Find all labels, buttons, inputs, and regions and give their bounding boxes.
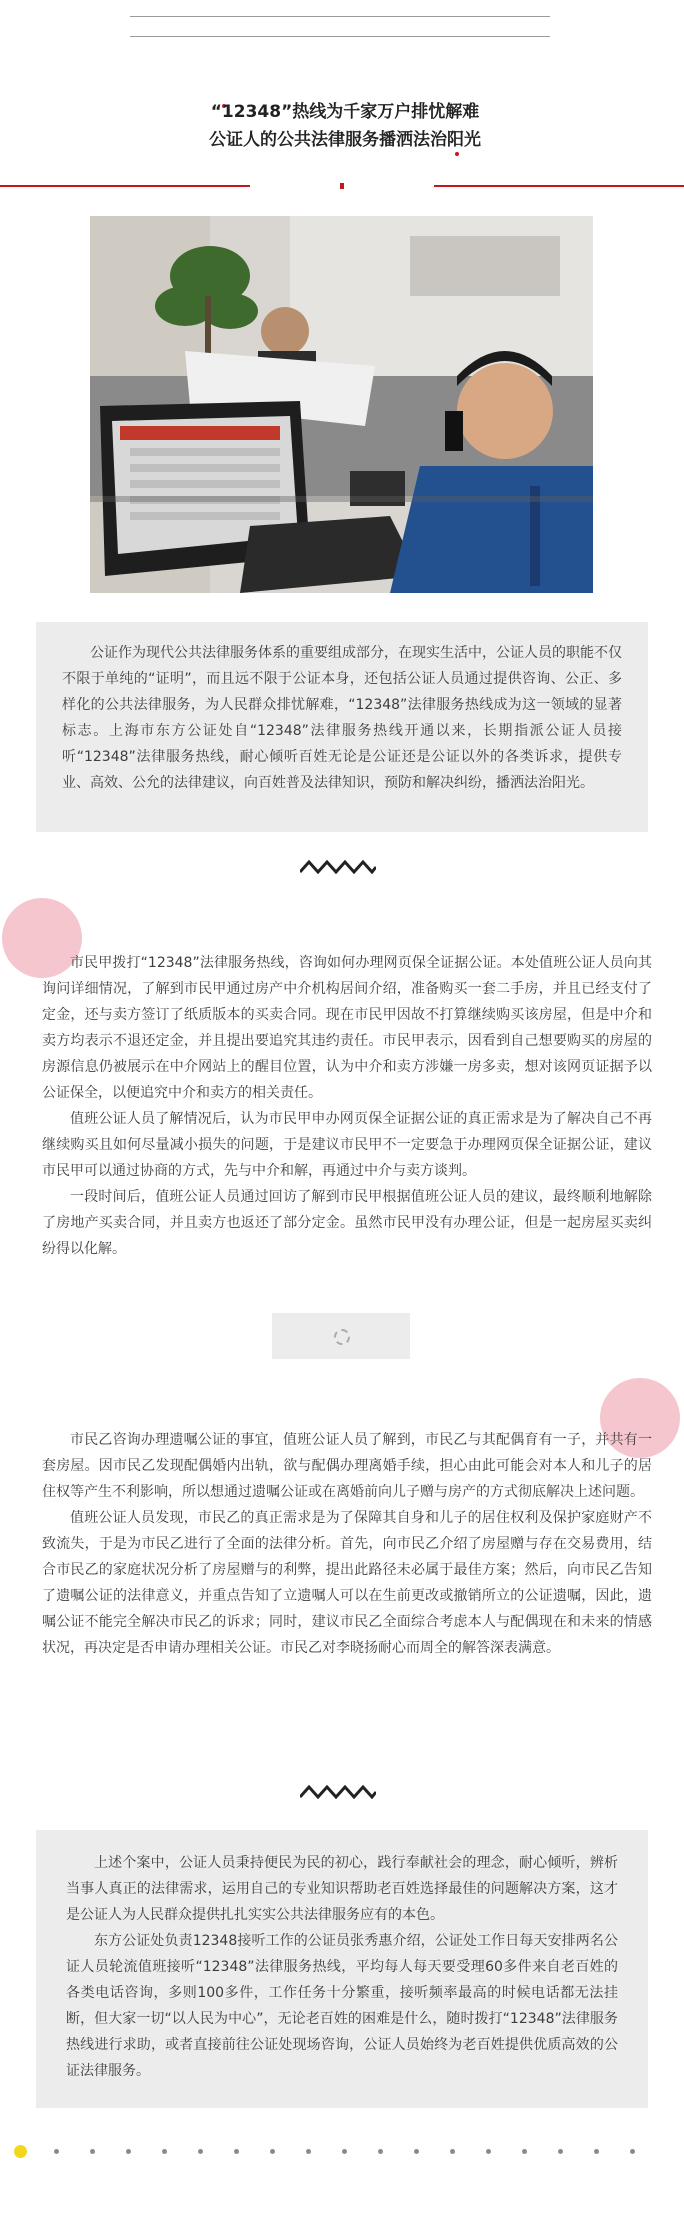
- carousel-dot[interactable]: [198, 2149, 203, 2154]
- carousel-dots: [14, 2145, 654, 2161]
- photo-illustration: [90, 216, 593, 593]
- carousel-dot[interactable]: [234, 2149, 239, 2154]
- carousel-dot-active[interactable]: [14, 2145, 27, 2158]
- title-underline-left: [0, 185, 250, 187]
- top-divider-line: [130, 16, 550, 17]
- carousel-dot[interactable]: [486, 2149, 491, 2154]
- carousel-dot[interactable]: [378, 2149, 383, 2154]
- title-underline-center-mark: [340, 183, 344, 189]
- conclusion-paragraph-1: 上述个案中，公证人员秉持便民为民的初心，践行奉献社会的理念，耐心倾听，辨析当事人真正的法律需求，运用自己的专业知识帮助老百姓选择最佳的问题解决方案，这才是公证人为人民群众提供扎扎实实公共法律服务应有的本色。: [66, 1855, 618, 1923]
- intro-paragraph: 公证作为现代公共法律服务体系的重要组成部分，在现实生活中，公证人员的职能不仅不限于单纯的“证明”，而且远不限于公证本身，还包括公证人员通过提供咨询、公正、多样化的公共法律服务，为人民群众排忧解难，“12348”法律服务热线成为这一领域的显著标志。上海市东方公证处自“12348”法律服务热线开通以来，长期指派公证人员接听“12348”法律服务热线，耐心倾听百姓无论是公证还是公证以外的各类诉求，提供专业、高效、公允的法律建议，向百姓普及法律知识，预防和解决纠纷，播洒法治阳光。: [62, 645, 622, 791]
- zigzag-divider-icon: [300, 860, 376, 874]
- carousel-dot[interactable]: [522, 2149, 527, 2154]
- title-dot-right: [455, 152, 459, 156]
- carousel-dot[interactable]: [630, 2149, 635, 2154]
- top-divider-line-secondary: [130, 36, 550, 37]
- carousel-dot[interactable]: [594, 2149, 599, 2154]
- carousel-dot[interactable]: [450, 2149, 455, 2154]
- carousel-dot[interactable]: [342, 2149, 347, 2154]
- case-two-paragraph-2: 值班公证人员发现，市民乙的真正需求是为了保障其自身和儿子的居住权利及保护家庭财产不致流失，于是为市民乙进行了全面的法律分析。首先，向市民乙介绍了房屋赠与存在交易费用，结合市民乙的家庭状况分析了房屋赠与的利弊，提出此路径未必属于最佳方案；然后，向市民乙告知了遗嘱公证的法律意义，并重点告知了立遗嘱人可以在生前更改或撤销所立的公证遗嘱，因此，遗嘱公证不能完全解决市民乙的诉求；同时，建议市民乙全面综合考虑本人与配偶现在和未来的情感状况，再决定是否申请办理相关公证。市民乙对李晓扬耐心而周全的解答深表满意。: [42, 1510, 652, 1656]
- case-one-paragraph-2: 值班公证人员了解情况后，认为市民甲申办网页保全证据公证的真正需求是为了解决自己不再继续购买且如何尽量减小损失的问题，于是建议市民甲不一定要急于办理网页保全证据公证，建议市民甲可以通过协商的方式，先与中介和解，再通过中介与卖方谈判。: [42, 1111, 652, 1179]
- conclusion-paragraph-2: 东方公证处负责12348接听工作的公证员张秀惠介绍，公证处工作日每天安排两名公证人员轮流值班接听“12348”法律服务热线，平均每人每天要受理60多件来自老百姓的各类电话咨询，多则100多件，工作任务十分繁重，接听频率最高的时候电话都无法挂断，但大家一切“以人民为中心”，无论老百姓的困难是什么，随时拨打“12348”法律服务热线进行求助，或者直接前往公证处现场咨询，公证人员始终为老百姓提供优质高效的公证法律服务。: [66, 1933, 618, 2079]
- carousel-dot[interactable]: [162, 2149, 167, 2154]
- carousel-dot[interactable]: [54, 2149, 59, 2154]
- title-underline-right: [434, 185, 684, 187]
- intro-box: [36, 622, 648, 832]
- zigzag-divider-icon-2: [300, 1785, 376, 1799]
- case-one-section: [42, 950, 652, 1262]
- case-two-section: [42, 1427, 652, 1661]
- title-line-1: “12348”热线为千家万户排忧解难: [210, 102, 480, 122]
- article-title: [200, 98, 490, 154]
- case-one-paragraph-1: 市民甲拨打“12348”法律服务热线，咨询如何办理网页保全证据公证。本处值班公证人员向其询问详细情况，了解到市民甲通过房产中介机构居间介绍，准备购买一套二手房，并且已经支付了定金，还与卖方签订了纸质版本的买卖合同。现在市民甲因故不打算继续购买该房屋，但是中介和卖方均表示不退还定金，并且提出要追究其违约责任。市民甲表示，因看到自己想要购买的房屋的房源信息仍被展示在中介网站上的醒目位置，认为中介和卖方涉嫌一房多卖，想对该网页证据予以公证保全，以便追究中介和卖方的相关责任。: [42, 955, 652, 1101]
- carousel-dot[interactable]: [270, 2149, 275, 2154]
- carousel-dot[interactable]: [306, 2149, 311, 2154]
- carousel-dot[interactable]: [558, 2149, 563, 2154]
- carousel-dot[interactable]: [126, 2149, 131, 2154]
- image-loading-placeholder: [272, 1313, 410, 1359]
- carousel-dot[interactable]: [414, 2149, 419, 2154]
- hotline-office-photo: [90, 216, 593, 593]
- title-line-2: 公证人的公共法律服务播洒法治阳光: [209, 130, 481, 150]
- case-one-paragraph-3: 一段时间后，值班公证人员通过回访了解到市民甲根据值班公证人员的建议，最终顺利地解除了房地产买卖合同，并且卖方也返还了部分定金。虽然市民甲没有办理公证，但是一起房屋买卖纠纷得以化解。: [42, 1189, 652, 1257]
- conclusion-box: [36, 1830, 648, 2108]
- loading-spinner-icon: [334, 1329, 350, 1345]
- case-two-paragraph-1: 市民乙咨询办理遗嘱公证的事宜，值班公证人员了解到，市民乙与其配偶育有一子，并共有一套房屋。因市民乙发现配偶婚内出轨，欲与配偶办理离婚手续，担心由此可能会对本人和儿子的居住权等产生不利影响，所以想通过遗嘱公证或在离婚前向儿子赠与房产的方式彻底解决上述问题。: [42, 1432, 652, 1500]
- carousel-dot[interactable]: [90, 2149, 95, 2154]
